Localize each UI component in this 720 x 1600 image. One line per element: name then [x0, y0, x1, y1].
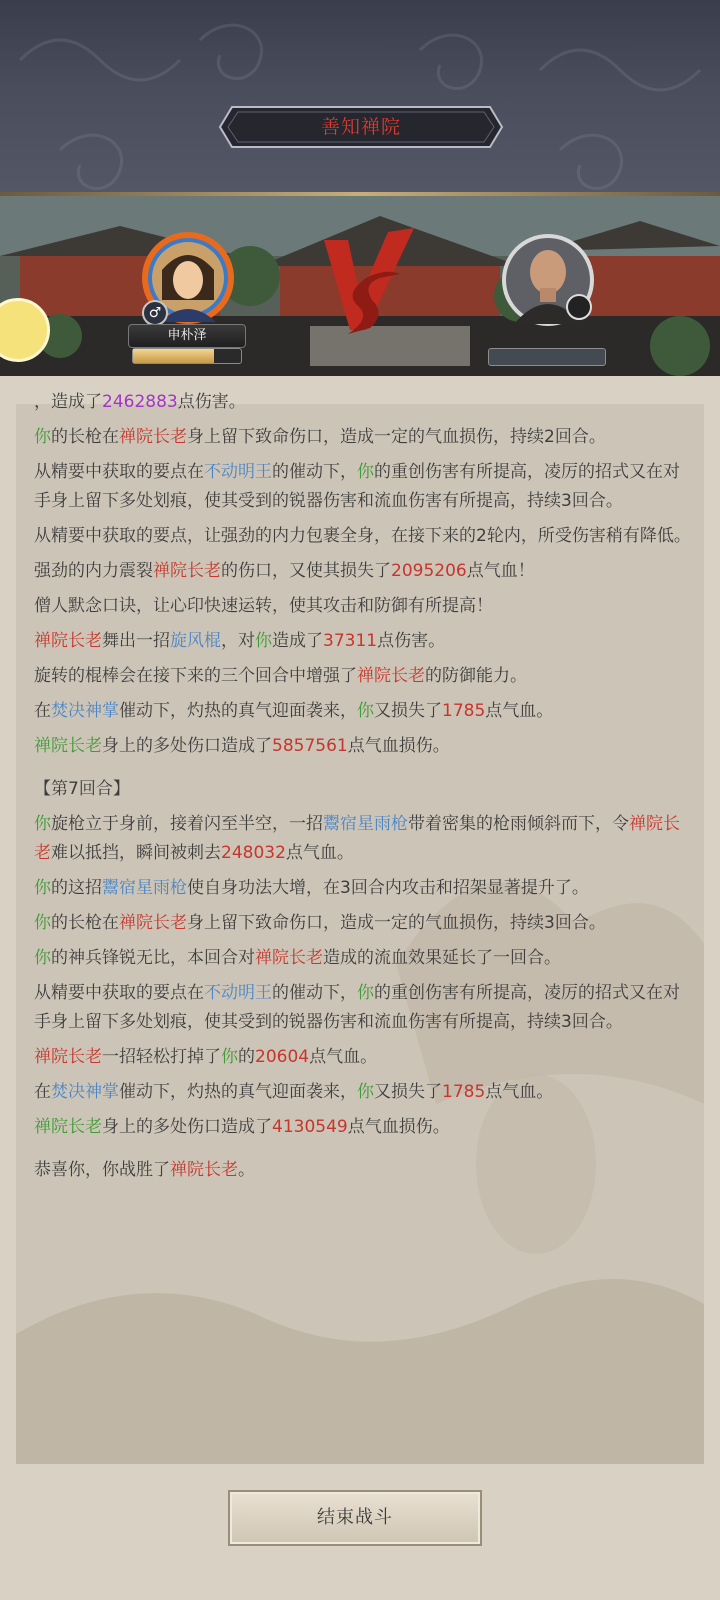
log-text: 点气血。 — [485, 1082, 554, 1102]
log-highlight: 20604 — [255, 1047, 310, 1067]
log-entry — [34, 1156, 694, 1185]
log-text: 【第7回合】 — [34, 779, 130, 799]
log-text: 又损失了 — [374, 1082, 442, 1102]
log-text: 的神兵锋锐无比，本回合对 — [51, 948, 255, 968]
header-bar — [0, 0, 720, 196]
log-text: 点伤害。 — [377, 631, 446, 651]
log-highlight: 你 — [357, 462, 374, 482]
log-entry — [34, 1078, 694, 1107]
cloud-pattern — [0, 0, 720, 196]
log-highlight: 你 — [34, 427, 51, 447]
log-entry — [34, 810, 694, 868]
male-icon: ♂ — [142, 300, 168, 326]
log-highlight: 248032 — [221, 843, 286, 863]
log-highlight: 焚决神掌 — [51, 1082, 119, 1102]
log-highlight: 2462883 — [102, 392, 178, 412]
log-entry — [34, 522, 694, 551]
log-entry — [34, 662, 694, 691]
log-highlight: 鬻宿星雨枪 — [102, 878, 187, 898]
log-entry — [34, 732, 694, 761]
log-text: 难以抵挡，瞬间被刺去 — [51, 843, 221, 863]
log-text: 造成了 — [272, 631, 323, 651]
log-text: 使自身功法大增，在3回合内攻击和招架显著提升了。 — [187, 878, 589, 898]
log-highlight: 你 — [221, 1047, 238, 1067]
log-entry — [34, 423, 694, 452]
log-highlight: 不动明王 — [204, 462, 272, 482]
log-text: 舞出一招 — [102, 631, 170, 651]
log-entry — [34, 458, 694, 516]
log-text: 身上留下致命伤口，造成一定的气血损伤，持续3回合。 — [187, 913, 606, 933]
player-name: 申朴泽 — [128, 324, 246, 348]
log-entry — [34, 944, 694, 973]
log-text: 的重创伤害有所提高，凌厉的招式又在对手身上留下多处划痕，使其受到的锐器伤害和流血伤害有所提高，持续3回合。 — [34, 462, 680, 511]
log-highlight: 禅院长老 — [119, 427, 187, 447]
log-highlight: 37311 — [323, 631, 378, 651]
log-text: 强劲的内力震裂 — [34, 561, 153, 581]
log-text: 旋枪立于身前，接着闪至半空，一招 — [51, 814, 323, 834]
log-text: 又损失了 — [374, 701, 442, 721]
log-highlight: 你 — [357, 701, 374, 721]
log-highlight: 你 — [357, 983, 374, 1003]
log-text: 的催动下， — [272, 462, 357, 482]
log-text: ，对 — [221, 631, 255, 651]
log-highlight: 你 — [255, 631, 272, 651]
log-text: 点气血。 — [485, 701, 554, 721]
log-highlight: 4130549 — [272, 1117, 348, 1137]
log-highlight: 5857561 — [272, 736, 348, 756]
log-highlight: 禅院长老 — [357, 666, 425, 686]
log-text: 的重创伤害有所提高，凌厉的招式又在对手身上留下多处划痕，使其受到的锐器伤害和流血伤害有所提高，持续3回合。 — [34, 983, 680, 1032]
log-highlight: 1785 — [442, 1082, 486, 1102]
log-entry — [34, 697, 694, 726]
log-text: 点伤害。 — [177, 392, 246, 412]
log-highlight: 你 — [34, 948, 51, 968]
log-text: 点气血损伤。 — [347, 736, 450, 756]
player-hp-bar — [132, 348, 242, 364]
log-entry — [34, 1113, 694, 1142]
log-highlight: 禅院长老 — [34, 1117, 102, 1137]
battle-log-panel[interactable] — [16, 392, 704, 1464]
log-highlight: 你 — [34, 878, 51, 898]
log-text: 在 — [34, 701, 51, 721]
log-text: 从精要中获取的要点，让强劲的内力包裹全身，在接下来的2轮内，所受伤害稍有降低。 — [34, 526, 691, 546]
log-text: 的长枪在 — [51, 913, 119, 933]
log-entry — [34, 557, 694, 586]
log-text: 从精要中获取的要点在 — [34, 462, 204, 482]
log-text: ，造成了 — [34, 392, 102, 412]
log-text: 的防御能力。 — [425, 666, 527, 686]
log-text: 从精要中获取的要点在 — [34, 983, 204, 1003]
taiji-icon — [566, 294, 592, 320]
log-text: 点气血损伤。 — [347, 1117, 450, 1137]
log-entry — [34, 909, 694, 938]
battle-log — [34, 388, 694, 1191]
log-highlight: 你 — [34, 814, 51, 834]
log-entry — [34, 627, 694, 656]
log-text: 的 — [238, 1047, 255, 1067]
log-text: 旋转的棍棒会在接下来的三个回合中增强了 — [34, 666, 357, 686]
battle-scene — [0, 196, 720, 376]
player-hp-fill — [133, 349, 214, 363]
log-highlight: 旋风棍 — [170, 631, 221, 651]
log-text: 僧人默念口诀，让心印快速运转，使其攻击和防御有所提高！ — [34, 596, 493, 616]
log-text: 身上留下致命伤口，造成一定的气血损伤，持续2回合。 — [187, 427, 606, 447]
log-text: 造成的流血效果延长了一回合。 — [323, 948, 561, 968]
log-text: 的这招 — [51, 878, 102, 898]
log-entry — [34, 592, 694, 621]
log-text: 的催动下， — [272, 983, 357, 1003]
log-highlight: 不动明王 — [204, 983, 272, 1003]
log-highlight: 焚决神掌 — [51, 701, 119, 721]
log-highlight: 禅院长老 — [34, 814, 680, 863]
log-text: 点气血。 — [309, 1047, 378, 1067]
log-highlight: 禅院长老 — [34, 1047, 102, 1067]
log-text: 催动下，灼热的真气迎面袭来， — [119, 701, 357, 721]
log-text: 身上的多处伤口造成了 — [102, 1117, 272, 1137]
log-text: 催动下，灼热的真气迎面袭来， — [119, 1082, 357, 1102]
log-highlight: 禅院长老 — [170, 1160, 238, 1180]
log-text: 的长枪在 — [51, 427, 119, 447]
log-text: 带着密集的枪雨倾斜而下，令 — [408, 814, 629, 834]
log-highlight: 鬻宿星雨枪 — [323, 814, 408, 834]
log-text: 。 — [238, 1160, 255, 1180]
end-battle-button[interactable]: 结束战斗 — [228, 1490, 482, 1546]
log-highlight: 禅院长老 — [255, 948, 323, 968]
log-highlight: 1785 — [442, 701, 486, 721]
log-highlight: 禅院长老 — [34, 736, 102, 756]
log-entry — [34, 979, 694, 1037]
log-entry — [34, 874, 694, 903]
log-text: 恭喜你，你战胜了 — [34, 1160, 170, 1180]
log-highlight: 2095206 — [391, 561, 467, 581]
log-entry — [34, 1043, 694, 1072]
log-entry — [34, 775, 694, 804]
log-text: 点气血！ — [466, 561, 535, 581]
location-title: 善知禅院 — [320, 116, 401, 138]
enemy-hp-bar — [488, 348, 606, 366]
log-text: 点气血。 — [285, 843, 354, 863]
vs-icon — [316, 222, 426, 342]
log-text: 的伤口，又使其损失了 — [221, 561, 391, 581]
battle-log-scroll[interactable] — [16, 392, 704, 1464]
log-highlight: 禅院长老 — [34, 631, 102, 651]
log-highlight: 禅院长老 — [153, 561, 221, 581]
log-highlight: 你 — [357, 1082, 374, 1102]
log-highlight: 禅院长老 — [119, 913, 187, 933]
log-text: 一招轻松打掉了 — [102, 1047, 221, 1067]
location-title-banner — [218, 104, 504, 150]
log-text: 在 — [34, 1082, 51, 1102]
log-text: 身上的多处伤口造成了 — [102, 736, 272, 756]
log-entry — [34, 388, 694, 417]
log-highlight: 你 — [34, 913, 51, 933]
